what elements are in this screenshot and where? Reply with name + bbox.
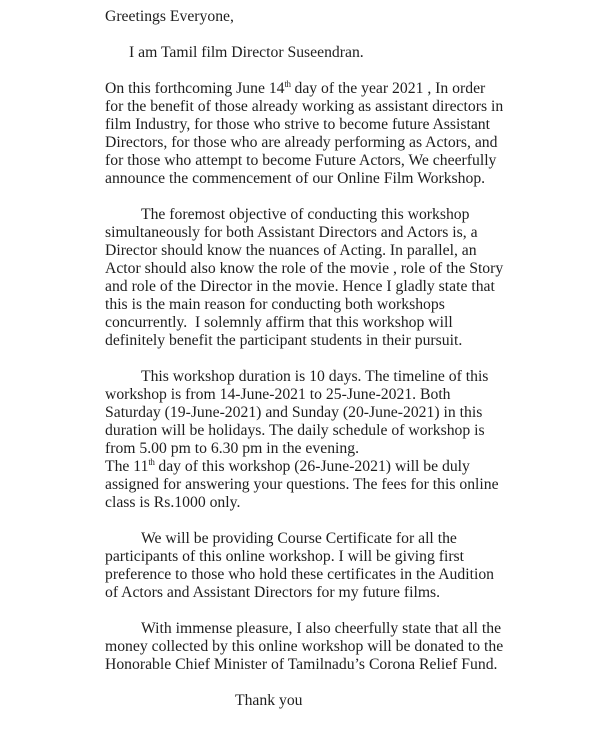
closing-line — [105, 692, 504, 710]
text-segment: Greetings Everyone, — [105, 8, 234, 25]
text-segment: We will be providing Course Certificate for all the participants of this online workshop. I will be giving first preference to those who hold these certificates in the Audition of Actors and Assistant Directors for my future films. — [105, 530, 498, 601]
text-segment: day of the year 2021 , In order for the benefit of those already working as assistant directors in film Industry, for those who strive to become future Assistant Directors, for those who are already performing as Actors, and for those who attempt to become Future Actors, We cheerfully announce the commencement of our Online Film Workshop. — [105, 80, 508, 187]
text-segment: The foremost objective of conducting this workshop simultaneously for both Assistant Directors and Actors is, a Director should know the nuances of Acting. In parallel, an Actor should also know the role of the movie , role of the Story and role of the Director in the movie. Hence I gladly state that this is the main reason for conducting both workshops concurrently. I solemnly affirm that this workshop will definitely benefit the participant students in their pursuit. — [105, 206, 508, 349]
announcement-paragraph — [105, 78, 508, 188]
text-segment: With immense pleasure, I also cheerfully state that all the money collected by this online workshop will be donated to the Honorable Chief Minister of Tamilnadu’s Corona Relief Fund. — [105, 620, 508, 673]
letter-body — [105, 0, 508, 710]
objective-paragraph — [105, 206, 508, 350]
donation-paragraph — [105, 620, 508, 674]
text-segment: Thank you — [235, 692, 303, 709]
text-segment: I am Tamil film Director Suseendran. — [129, 44, 364, 61]
intro-line — [105, 44, 504, 62]
certificate-paragraph — [105, 530, 504, 602]
text-segment: This workshop duration is 10 days. The timeline of this workshop is from 14-June-2021 to 25-June-2021. Both Saturday (19-June-2021) and Sunday (20-June-2021) in this duration will be holidays. The daily schedule of workshop is from 5.00 pm to 6.30 pm in the evening. — [105, 368, 493, 457]
superscript-ordinal: th — [148, 456, 155, 467]
superscript-ordinal: th — [284, 78, 291, 89]
schedule-paragraph — [105, 368, 504, 512]
greeting-line — [105, 8, 504, 26]
text-segment: On this forthcoming June 14 — [105, 80, 285, 97]
text-segment: day of this workshop (26-June-2021) will be duly assigned for answering your questions. The fees for this online class is Rs.1000 only. — [105, 458, 503, 511]
text-segment: The 11 — [105, 458, 149, 475]
